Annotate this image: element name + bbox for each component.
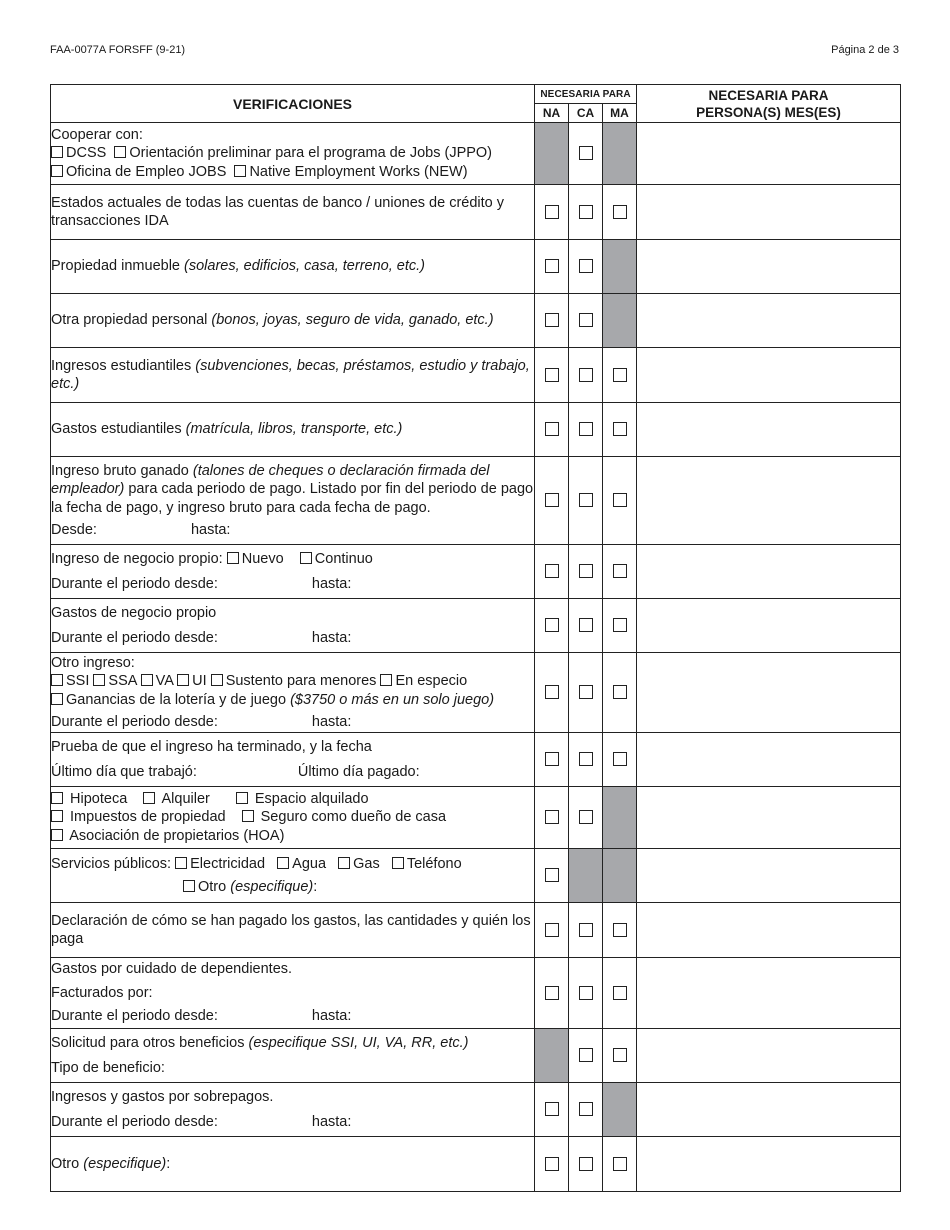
ing-est-italic: (subvenciones, becas, préstamos, estudio y trabajo, etc.) bbox=[51, 357, 530, 392]
declaracion-ma-checkbox[interactable] bbox=[613, 923, 627, 937]
gas-neg-ca-checkbox[interactable] bbox=[579, 618, 593, 632]
prueba-ca-checkbox[interactable] bbox=[579, 752, 593, 766]
vivienda-desc bbox=[51, 787, 535, 849]
gas-est-ca-checkbox[interactable] bbox=[579, 422, 593, 436]
vivienda-persona-field[interactable] bbox=[637, 787, 901, 849]
bruto-ma-checkbox[interactable] bbox=[613, 493, 627, 507]
dcss-label: DCSS bbox=[66, 145, 107, 162]
gas-est-desc bbox=[51, 403, 535, 457]
prueba-ma-checkbox[interactable] bbox=[613, 752, 627, 766]
va-checkbox[interactable] bbox=[141, 674, 153, 686]
negocio-na-checkbox[interactable] bbox=[545, 564, 559, 578]
declaracion-ca-checkbox[interactable] bbox=[579, 923, 593, 937]
jppo-label: Orientación preliminar para el programa de Jobs (JPPO) bbox=[129, 145, 493, 162]
bancos-persona-field[interactable] bbox=[637, 185, 901, 240]
beneficios-text: Solicitud para otros beneficios bbox=[51, 1035, 249, 1051]
bruto-na-checkbox[interactable] bbox=[545, 493, 559, 507]
row-gas-neg bbox=[51, 599, 901, 653]
col-ma: MA bbox=[603, 104, 637, 123]
gas-est-italic: (matrícula, libros, transporte, etc.) bbox=[185, 421, 403, 438]
dcss-checkbox[interactable] bbox=[51, 146, 63, 158]
seguro-checkbox[interactable] bbox=[242, 810, 254, 822]
otro-ingreso-desc bbox=[51, 653, 535, 733]
electricidad-label: Electricidad bbox=[190, 856, 266, 872]
gas-est-persona-field[interactable] bbox=[637, 403, 901, 457]
cooperar-na-shaded bbox=[535, 123, 569, 185]
otro-desc bbox=[51, 1137, 535, 1192]
row-otro bbox=[51, 1137, 901, 1192]
bruto-desde-label: Desde: bbox=[51, 522, 97, 538]
beneficios-desc bbox=[51, 1029, 535, 1083]
cooperar-title: Cooperar con: bbox=[51, 126, 143, 143]
row-negocio bbox=[51, 545, 901, 599]
loteria-italic: ($3750 o más en un solo juego) bbox=[290, 691, 495, 708]
hipoteca-checkbox[interactable] bbox=[51, 792, 63, 804]
prueba-text: Prueba de que el ingreso ha terminado, y la fecha bbox=[51, 739, 372, 755]
prueba-persona-field[interactable] bbox=[637, 733, 901, 787]
sobrepagos-hasta-label: hasta: bbox=[311, 1113, 352, 1130]
loteria-checkbox[interactable] bbox=[51, 693, 63, 705]
electricidad-checkbox[interactable] bbox=[175, 857, 187, 869]
otro-colon: : bbox=[166, 1155, 171, 1172]
dependientes-ma-checkbox[interactable] bbox=[613, 986, 627, 1000]
alquiler-label: Alquiler bbox=[161, 790, 210, 807]
sobrepagos-ca-checkbox[interactable] bbox=[579, 1102, 593, 1116]
otro-servicio-checkbox[interactable] bbox=[183, 880, 195, 892]
especio-label: En especio bbox=[395, 673, 468, 689]
sobrepagos-persona-field[interactable] bbox=[637, 1083, 901, 1137]
otro-italic: (especifique) bbox=[83, 1155, 167, 1172]
col-persona-line2: PERSONA(S) MES(ES) bbox=[696, 104, 841, 120]
gas-label: Gas bbox=[353, 856, 380, 872]
row-bruto bbox=[51, 457, 901, 545]
vivienda-ca-checkbox[interactable] bbox=[579, 810, 593, 824]
beneficios-ma-checkbox[interactable] bbox=[613, 1048, 627, 1062]
new-label: Native Employment Works (NEW) bbox=[249, 163, 468, 180]
vivienda-ma-shaded bbox=[603, 787, 637, 849]
cooperar-ca-checkbox[interactable] bbox=[579, 146, 593, 160]
bruto-italic: (talones de cheques o declaración firmada del empleador) bbox=[51, 462, 490, 497]
gas-checkbox[interactable] bbox=[338, 857, 350, 869]
row-declaracion bbox=[51, 903, 901, 958]
verification-table bbox=[50, 84, 901, 1192]
gas-est-ma-checkbox[interactable] bbox=[613, 422, 627, 436]
ing-est-text: Ingresos estudiantiles bbox=[51, 357, 196, 374]
otro-ingreso-persona-field[interactable] bbox=[637, 653, 901, 733]
servicios-ca-shaded bbox=[569, 849, 603, 903]
row-beneficios bbox=[51, 1029, 901, 1083]
espacio-label: Espacio alquilado bbox=[254, 790, 369, 807]
bruto-ca-checkbox[interactable] bbox=[579, 493, 593, 507]
bruto-hasta-label: hasta: bbox=[190, 522, 231, 538]
personal-text: Otra propiedad personal bbox=[51, 312, 212, 329]
gas-neg-text: Gastos de negocio propio bbox=[51, 605, 217, 621]
ssi-label: SSI bbox=[66, 673, 90, 689]
beneficios-italic: (especifique SSI, UI, VA, RR, etc.) bbox=[248, 1035, 469, 1051]
hipoteca-label: Hipoteca bbox=[70, 790, 128, 807]
sobrepagos-ma-shaded bbox=[603, 1083, 637, 1137]
row-personal bbox=[51, 294, 901, 348]
sobrepagos-desc bbox=[51, 1083, 535, 1137]
ing-est-persona-field[interactable] bbox=[637, 348, 901, 403]
servicios-ma-shaded bbox=[603, 849, 637, 903]
impuestos-label: Impuestos de propiedad bbox=[70, 809, 226, 826]
bruto-persona-field[interactable] bbox=[637, 457, 901, 545]
prueba-na-checkbox[interactable] bbox=[545, 752, 559, 766]
servicios-persona-field[interactable] bbox=[637, 849, 901, 903]
otro-ma-checkbox[interactable] bbox=[613, 1157, 627, 1171]
jobs-label: Oficina de Empleo JOBS bbox=[66, 163, 227, 180]
personal-italic: (bonos, joyas, seguro de vida, ganado, etc.) bbox=[211, 312, 494, 329]
dependientes-persona-field[interactable] bbox=[637, 958, 901, 1029]
otro-ingreso-ma-checkbox[interactable] bbox=[613, 685, 627, 699]
tipo-beneficio-label: Tipo de beneficio: bbox=[51, 1059, 165, 1076]
row-inmueble bbox=[51, 240, 901, 294]
prueba-desc bbox=[51, 733, 535, 787]
cooperar-ca-cell bbox=[569, 123, 603, 185]
row-gas-est bbox=[51, 403, 901, 457]
declaracion-desc: Declaración de cómo se han pagado los gastos, las cantidades y quién los paga bbox=[51, 903, 535, 958]
servicios-na-checkbox[interactable] bbox=[545, 868, 559, 882]
bruto-text2: para cada periodo de pago. Listado por fin del periodo de pago la fecha de pago, y ingreso bruto para cada fecha de pago. bbox=[51, 481, 534, 516]
ssi-checkbox[interactable] bbox=[51, 674, 63, 686]
telefono-label: Teléfono bbox=[406, 856, 462, 872]
ing-est-desc bbox=[51, 348, 535, 403]
gas-neg-desc bbox=[51, 599, 535, 653]
bancos-desc: Estados actuales de todas las cuentas de banco / uniones de crédito y transacciones IDA bbox=[51, 185, 535, 240]
bancos-na-checkbox[interactable] bbox=[545, 205, 559, 219]
negocio-periodo-label: Durante el periodo desde: bbox=[51, 575, 218, 592]
alquiler-checkbox[interactable] bbox=[143, 792, 155, 804]
col-verificaciones: VERIFICACIONES bbox=[51, 85, 535, 123]
dependientes-hasta-label: hasta: bbox=[311, 1008, 352, 1025]
row-cooperar bbox=[51, 123, 901, 185]
form-number: FAA-0077A FORSFF (9-21) bbox=[50, 44, 186, 56]
inmueble-desc bbox=[51, 240, 535, 294]
col-persona-meses bbox=[637, 85, 901, 123]
vivienda-na-checkbox[interactable] bbox=[545, 810, 559, 824]
ssa-checkbox[interactable] bbox=[93, 674, 105, 686]
continuo-label: Continuo bbox=[314, 551, 373, 567]
facturados-label: Facturados por: bbox=[51, 984, 153, 1001]
page-number: Página 2 de 3 bbox=[831, 44, 899, 56]
otro-ingreso-na-checkbox[interactable] bbox=[545, 685, 559, 699]
row-vivienda bbox=[51, 787, 901, 849]
negocio-ma-checkbox[interactable] bbox=[613, 564, 627, 578]
jobs-checkbox[interactable] bbox=[51, 165, 63, 177]
beneficios-na-shaded bbox=[535, 1029, 569, 1083]
dependientes-text: Gastos por cuidado de dependientes. bbox=[51, 961, 293, 978]
sustento-label: Sustento para menores bbox=[225, 673, 377, 689]
declaracion-persona-field[interactable] bbox=[637, 903, 901, 958]
gas-neg-persona-field[interactable] bbox=[637, 599, 901, 653]
dependientes-desc bbox=[51, 958, 535, 1029]
beneficios-persona-field[interactable] bbox=[637, 1029, 901, 1083]
ssa-label: SSA bbox=[108, 673, 137, 689]
hoa-checkbox[interactable] bbox=[51, 829, 63, 841]
inmueble-ma-shaded bbox=[603, 240, 637, 294]
negocio-ca-checkbox[interactable] bbox=[579, 564, 593, 578]
ultimo-pagado-label: Último día pagado: bbox=[297, 763, 420, 780]
personal-desc bbox=[51, 294, 535, 348]
personal-ca-checkbox[interactable] bbox=[579, 313, 593, 327]
negocio-hasta-label: hasta: bbox=[311, 575, 352, 592]
dependientes-ca-checkbox[interactable] bbox=[579, 986, 593, 1000]
bruto-desc bbox=[51, 457, 535, 545]
beneficios-ca-checkbox[interactable] bbox=[579, 1048, 593, 1062]
negocio-label: Ingreso de negocio propio: bbox=[51, 551, 223, 567]
otro-ingreso-title: Otro ingreso: bbox=[51, 654, 135, 671]
inmueble-na-checkbox[interactable] bbox=[545, 259, 559, 273]
bancos-ca-checkbox[interactable] bbox=[579, 205, 593, 219]
especio-checkbox[interactable] bbox=[380, 674, 392, 686]
loteria-label: Ganancias de la lotería y de juego bbox=[66, 691, 291, 708]
col-na: NA bbox=[535, 104, 569, 123]
inmueble-text: Propiedad inmueble bbox=[51, 258, 185, 275]
sobrepagos-periodo-label: Durante el periodo desde: bbox=[51, 1113, 218, 1130]
gas-neg-periodo-label: Durante el periodo desde: bbox=[51, 629, 218, 646]
impuestos-checkbox[interactable] bbox=[51, 810, 63, 822]
otro-servicio-italic: (especifique) bbox=[230, 878, 314, 895]
gas-neg-hasta-label: hasta: bbox=[311, 629, 352, 646]
row-ing-est bbox=[51, 348, 901, 403]
personal-persona-field[interactable] bbox=[637, 294, 901, 348]
telefono-checkbox[interactable] bbox=[392, 857, 404, 869]
sustento-checkbox[interactable] bbox=[211, 674, 223, 686]
declaracion-na-checkbox[interactable] bbox=[545, 923, 559, 937]
otro-na-checkbox[interactable] bbox=[545, 1157, 559, 1171]
row-dependientes bbox=[51, 958, 901, 1029]
agua-checkbox[interactable] bbox=[277, 857, 289, 869]
personal-na-checkbox[interactable] bbox=[545, 313, 559, 327]
ui-label: UI bbox=[192, 673, 207, 689]
otro-ingreso-ca-checkbox[interactable] bbox=[579, 685, 593, 699]
sobrepagos-na-checkbox[interactable] bbox=[545, 1102, 559, 1116]
otro-text: Otro bbox=[51, 1155, 84, 1172]
col-ca: CA bbox=[569, 104, 603, 123]
row-servicios bbox=[51, 849, 901, 903]
seguro-label: Seguro como dueño de casa bbox=[260, 809, 447, 826]
gas-neg-na-checkbox[interactable] bbox=[545, 618, 559, 632]
otro-servicio-colon: : bbox=[313, 878, 318, 895]
ui-checkbox[interactable] bbox=[177, 674, 189, 686]
bancos-ma-checkbox[interactable] bbox=[613, 205, 627, 219]
otro-ingreso-hasta-label: hasta: bbox=[311, 714, 352, 730]
negocio-desc bbox=[51, 545, 535, 599]
agua-label: Agua bbox=[292, 856, 327, 872]
gas-est-na-checkbox[interactable] bbox=[545, 422, 559, 436]
negocio-persona-field[interactable] bbox=[637, 545, 901, 599]
otro-ca-checkbox[interactable] bbox=[579, 1157, 593, 1171]
inmueble-italic: (solares, edificios, casa, terreno, etc.) bbox=[184, 258, 425, 275]
ultimo-trabajo-label: Último día que trabajó: bbox=[51, 763, 197, 780]
sobrepagos-text: Ingresos y gastos por sobrepagos. bbox=[51, 1089, 274, 1105]
ing-est-ma-checkbox[interactable] bbox=[613, 368, 627, 382]
espacio-checkbox[interactable] bbox=[236, 792, 248, 804]
servicios-label: Servicios públicos: bbox=[51, 856, 172, 872]
dependientes-periodo-label: Durante el periodo desde: bbox=[51, 1008, 218, 1025]
cooperar-desc bbox=[51, 123, 535, 185]
row-bancos bbox=[51, 185, 901, 240]
jppo-checkbox[interactable] bbox=[114, 146, 126, 158]
row-prueba bbox=[51, 733, 901, 787]
dependientes-na-checkbox[interactable] bbox=[545, 986, 559, 1000]
inmueble-ca-checkbox[interactable] bbox=[579, 259, 593, 273]
cooperar-persona-field[interactable] bbox=[637, 123, 901, 185]
cooperar-ma-shaded bbox=[603, 123, 637, 185]
new-checkbox[interactable] bbox=[234, 165, 246, 177]
ing-est-ca-checkbox[interactable] bbox=[579, 368, 593, 382]
otro-servicio-label: Otro bbox=[198, 878, 231, 895]
inmueble-persona-field[interactable] bbox=[637, 240, 901, 294]
otro-ingreso-periodo-label: Durante el periodo desde: bbox=[51, 714, 218, 730]
bruto-text1: Ingreso bruto ganado bbox=[51, 462, 193, 479]
gas-est-text: Gastos estudiantiles bbox=[51, 421, 186, 438]
va-label: VA bbox=[155, 673, 174, 689]
row-sobrepagos bbox=[51, 1083, 901, 1137]
nuevo-label: Nuevo bbox=[241, 551, 284, 567]
personal-ma-shaded bbox=[603, 294, 637, 348]
continuo-checkbox[interactable] bbox=[300, 552, 312, 564]
ing-est-na-checkbox[interactable] bbox=[545, 368, 559, 382]
col-necesaria-para: NECESARIA PARA bbox=[535, 85, 637, 104]
otro-persona-field[interactable] bbox=[637, 1137, 901, 1192]
col-persona-line1: NECESARIA PARA bbox=[708, 87, 829, 103]
gas-neg-ma-checkbox[interactable] bbox=[613, 618, 627, 632]
servicios-desc bbox=[51, 849, 535, 903]
row-otro-ingreso bbox=[51, 653, 901, 733]
nuevo-checkbox[interactable] bbox=[227, 552, 239, 564]
hoa-label: Asociación de propietarios (HOA) bbox=[69, 827, 285, 844]
